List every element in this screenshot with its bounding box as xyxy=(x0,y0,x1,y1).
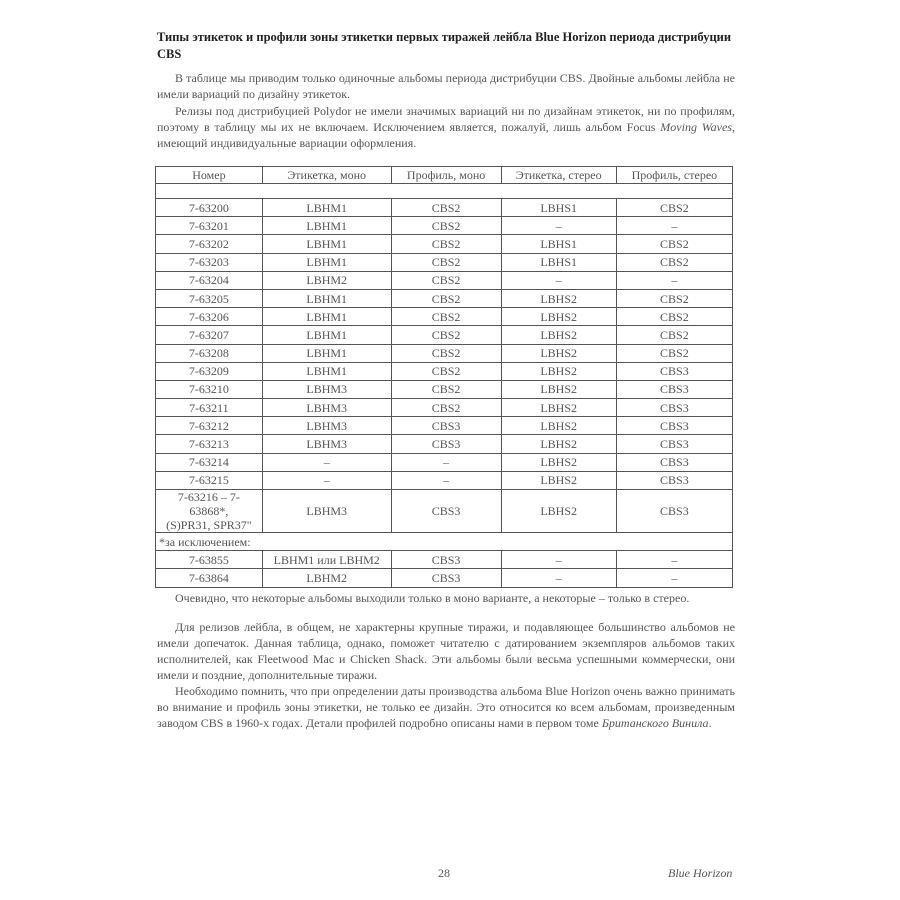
cell-number: 7-63213 xyxy=(156,435,263,453)
cell-profile-mono: – xyxy=(391,471,501,489)
cell-profile-mono: CBS2 xyxy=(391,235,501,253)
table-row xyxy=(156,453,733,471)
cell-number: 7-63212 xyxy=(156,417,263,435)
cell-profile-stereo: CBS3 xyxy=(616,399,732,417)
closing-paragraph-2 xyxy=(157,683,735,731)
cell-profile-stereo: – xyxy=(616,271,732,289)
table-row xyxy=(156,399,733,417)
cell-label-mono: LBHM2 xyxy=(262,271,391,289)
cell-label-mono: LBHM2 xyxy=(262,569,391,587)
intro-paragraph-1: В таблице мы приводим только одиночные альбомы периода дистрибуции CBS. Двойные альбомы лейбла не имели вариаций по дизайну этикеток. xyxy=(157,71,735,101)
intro-paragraph-2-text: Релизы под дистрибуцией Polydor не имели значимых вариаций ни по дизайнам этикеток, ни по профилям, поэтому в таблицу мы их не включаем. Исключением является, пожалуй, лишь альбом Focus xyxy=(157,104,735,134)
table-row xyxy=(156,490,733,533)
cell-profile-mono: CBS3 xyxy=(391,417,501,435)
closing-paragraph-2-tail: . xyxy=(708,716,712,730)
cell-label-stereo: – xyxy=(501,551,616,569)
intro-paragraph-2 xyxy=(157,103,735,151)
cell-number: 7-63209 xyxy=(156,362,263,380)
intro-paragraph-2-italic: Moving Waves xyxy=(660,120,733,134)
cell-number: 7-63206 xyxy=(156,308,263,326)
cell-label-mono: – xyxy=(262,453,391,471)
cell-label-stereo: LBHS1 xyxy=(501,199,616,217)
cell-profile-mono: CBS2 xyxy=(391,253,501,271)
table-note-row xyxy=(156,533,733,551)
table-row xyxy=(156,199,733,217)
table-row xyxy=(156,271,733,289)
intro-paragraph-2-tail: , имеющий индивидуальные вариации оформления. xyxy=(157,120,736,150)
cell-label-mono: LBHM1 xyxy=(262,253,391,271)
cell-label-mono: – xyxy=(262,471,391,489)
cell-label-stereo: LBHS2 xyxy=(501,380,616,398)
cell-number: 7-63210 xyxy=(156,380,263,398)
cell-profile-stereo: CBS3 xyxy=(616,453,732,471)
cell-label-mono: LBHM3 xyxy=(262,490,391,533)
cell-label-mono: LBHM1 xyxy=(262,235,391,253)
cell-number: 7-63205 xyxy=(156,289,263,307)
table-row xyxy=(156,380,733,398)
cell-number: 7-63214 xyxy=(156,453,263,471)
cell-label-stereo: LBHS1 xyxy=(501,253,616,271)
column-header-label-mono: Этикетка, моно xyxy=(262,167,391,184)
table-spacer-row xyxy=(156,184,733,199)
cell-label-stereo: LBHS2 xyxy=(501,362,616,380)
running-title: Blue Horizon xyxy=(668,866,733,880)
cell-label-mono: LBHM1 xyxy=(262,289,391,307)
cell-profile-mono: CBS2 xyxy=(391,199,501,217)
exception-row xyxy=(156,569,733,587)
cell-number: 7-63208 xyxy=(156,344,263,362)
cell-profile-stereo: CBS2 xyxy=(616,326,732,344)
after-table-paragraph: Очевидно, что некоторые альбомы выходили только в моно варианте, а некоторые – только в стерео. xyxy=(175,591,690,605)
cell-number: 7-63201 xyxy=(156,217,263,235)
cell-profile-mono: CBS3 xyxy=(391,435,501,453)
cell-label-stereo: LBHS2 xyxy=(501,399,616,417)
table-row xyxy=(156,471,733,489)
cell-profile-stereo: CBS2 xyxy=(616,289,732,307)
cell-profile-mono: CBS3 xyxy=(391,569,501,587)
cell-profile-mono: CBS2 xyxy=(391,399,501,417)
cell-profile-stereo: CBS2 xyxy=(616,308,732,326)
cell-profile-stereo: CBS3 xyxy=(616,471,732,489)
cell-number: 7-63200 xyxy=(156,199,263,217)
cell-profile-stereo: – xyxy=(616,569,732,587)
table-row xyxy=(156,308,733,326)
cell-label-mono: LBHM3 xyxy=(262,380,391,398)
cell-profile-stereo: CBS3 xyxy=(616,380,732,398)
closing-paragraph-2-text: Необходимо помнить, что при определении даты производства альбома Blue Horizon очень важно принимать во внимание и профиль зоны этикетки, не только ее дизайн. Это относится ко всем альбомам, произведенным заводом CBS в 1960-х годах. Детали профилей подробно описаны нами в первом томе xyxy=(157,684,735,730)
cell-label-stereo: – xyxy=(501,271,616,289)
cell-label-mono: LBHM3 xyxy=(262,399,391,417)
cell-profile-stereo: CBS2 xyxy=(616,253,732,271)
cell-profile-stereo: CBS3 xyxy=(616,490,732,533)
cell-label-stereo: LBHS2 xyxy=(501,289,616,307)
cell-label-stereo: – xyxy=(501,217,616,235)
cell-profile-stereo: – xyxy=(616,551,732,569)
table-header-row xyxy=(156,167,733,184)
closing-paragraph-2-italic: Британского Винила xyxy=(601,716,709,730)
table-row xyxy=(156,289,733,307)
cell-label-mono: LBHM1 xyxy=(262,217,391,235)
cell-profile-mono: CBS3 xyxy=(391,490,501,533)
cell-profile-stereo: – xyxy=(616,217,732,235)
cell-profile-mono: CBS2 xyxy=(391,289,501,307)
cell-profile-stereo: CBS3 xyxy=(616,362,732,380)
cell-label-mono: LBHM1 xyxy=(262,344,391,362)
cell-number: 7-63207 xyxy=(156,326,263,344)
cell-profile-mono: – xyxy=(391,453,501,471)
table-note-filler xyxy=(262,533,732,551)
cell-number: 7-63204 xyxy=(156,271,263,289)
cell-label-stereo: LBHS2 xyxy=(501,344,616,362)
cell-label-mono: LBHM1 xyxy=(262,326,391,344)
table-row xyxy=(156,326,733,344)
closing-paragraph-1: Для релизов лейбла, в общем, не характерны крупные тиражи, и подавляющее большинство альбомов не имели допечаток. Данная таблица, однако, поможет читателю с датированием экземпляров альбомов таких исполнителей, как Fleetwood Mac и Chicken Shack. Эти альбомы были весьма успешными коммерчески, они имели и поздние, дополнительные тиражи. xyxy=(157,620,735,682)
column-header-label-stereo: Этикетка, стерео xyxy=(501,167,616,184)
cell-label-stereo: LBHS1 xyxy=(501,235,616,253)
cell-label-stereo: LBHS2 xyxy=(501,417,616,435)
cell-profile-stereo: CBS3 xyxy=(616,435,732,453)
cell-profile-stereo: CBS2 xyxy=(616,199,732,217)
cell-profile-mono: CBS2 xyxy=(391,326,501,344)
table-row xyxy=(156,435,733,453)
page-number: 28 xyxy=(438,866,450,880)
cell-label-mono: LBHM1 xyxy=(262,199,391,217)
cell-profile-mono: CBS2 xyxy=(391,308,501,326)
table-row xyxy=(156,235,733,253)
table-row xyxy=(156,253,733,271)
table-row xyxy=(156,217,733,235)
cell-profile-stereo: CBS2 xyxy=(616,344,732,362)
cell-number: 7-63216 – 7-63868*, (S)PR31, SPR37" xyxy=(156,490,263,533)
table-spacer-cell xyxy=(156,184,733,199)
cell-label-stereo: LBHS2 xyxy=(501,471,616,489)
cell-label-stereo: LBHS2 xyxy=(501,453,616,471)
cell-number: 7-63215 xyxy=(156,471,263,489)
table-row xyxy=(156,362,733,380)
table-row xyxy=(156,344,733,362)
cell-profile-mono: CBS2 xyxy=(391,362,501,380)
cell-label-stereo: LBHS2 xyxy=(501,490,616,533)
cell-number: 7-63202 xyxy=(156,235,263,253)
cell-profile-mono: CBS2 xyxy=(391,217,501,235)
cell-label-mono: LBHM1 или LBHM2 xyxy=(262,551,391,569)
cell-number: 7-63855 xyxy=(156,551,263,569)
cell-label-stereo: – xyxy=(501,569,616,587)
column-header-profile-stereo: Профиль, стерео xyxy=(616,167,732,184)
cell-label-mono: LBHM3 xyxy=(262,435,391,453)
cell-profile-mono: CBS3 xyxy=(391,551,501,569)
cell-profile-mono: CBS2 xyxy=(391,344,501,362)
table-body xyxy=(156,184,733,588)
section-heading: Типы этикеток и профили зоны этикетки первых тиражей лейбла Blue Horizon периода дистрибуции CBS xyxy=(157,30,732,61)
cell-label-mono: LBHM3 xyxy=(262,417,391,435)
cell-label-stereo: LBHS2 xyxy=(501,435,616,453)
label-types-table xyxy=(155,166,733,588)
cell-profile-stereo: CBS3 xyxy=(616,417,732,435)
cell-label-stereo: LBHS2 xyxy=(501,326,616,344)
column-header-profile-mono: Профиль, моно xyxy=(391,167,501,184)
cell-label-stereo: LBHS2 xyxy=(501,308,616,326)
column-header-number: Номер xyxy=(156,167,263,184)
table-note: *за исключением: xyxy=(156,533,263,551)
exception-row xyxy=(156,551,733,569)
cell-profile-stereo: CBS2 xyxy=(616,235,732,253)
table-row xyxy=(156,417,733,435)
cell-number: 7-63864 xyxy=(156,569,263,587)
cell-number: 7-63211 xyxy=(156,399,263,417)
cell-number: 7-63203 xyxy=(156,253,263,271)
cell-profile-mono: CBS2 xyxy=(391,271,501,289)
cell-profile-mono: CBS2 xyxy=(391,380,501,398)
cell-label-mono: LBHM1 xyxy=(262,308,391,326)
cell-label-mono: LBHM1 xyxy=(262,362,391,380)
